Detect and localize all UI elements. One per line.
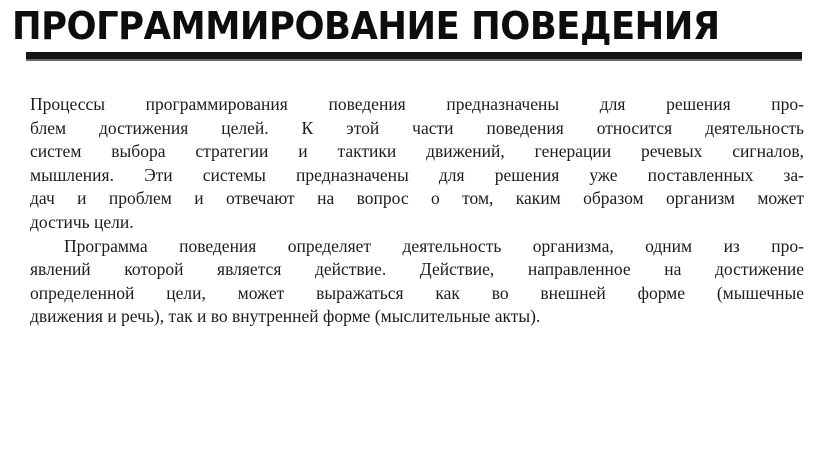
section-heading: ПРОГРАММИРОВАНИЕ ПОВЕДЕНИЯ	[12, 4, 720, 48]
paragraph-1	[30, 93, 804, 235]
paragraph-line: определенной цели, может выражаться как во внешней форме (мышечные	[30, 282, 804, 303]
paragraph-line: движения и речь), так и во внутренней форме (мыслительные акты).	[30, 306, 541, 327]
heading-rule	[26, 52, 802, 61]
paragraph-2	[30, 235, 804, 329]
paragraph-line: систем выбора стратегии и тактики движений, генерации речевых сигналов,	[30, 141, 804, 162]
paragraph-line: Процессы программирования поведения предназначены для решения про-	[30, 94, 804, 114]
body-text	[30, 93, 804, 329]
paragraph-line: блем достижения целей. К этой части поведения относится деятельность	[30, 117, 804, 138]
paragraph-line: явлений которой является действие. Действие, направленное на достижение	[30, 259, 804, 280]
paragraph-line: достичь цели.	[30, 211, 134, 232]
paragraph-line: мышления. Эти системы предназначены для решения уже поставленных за-	[30, 164, 804, 185]
paragraph-line: дач и проблем и отвечают на вопрос о том, каким образом организм может	[30, 188, 804, 209]
paragraph-line: Программа поведения определяет деятельность организма, одним из про-	[64, 235, 804, 256]
